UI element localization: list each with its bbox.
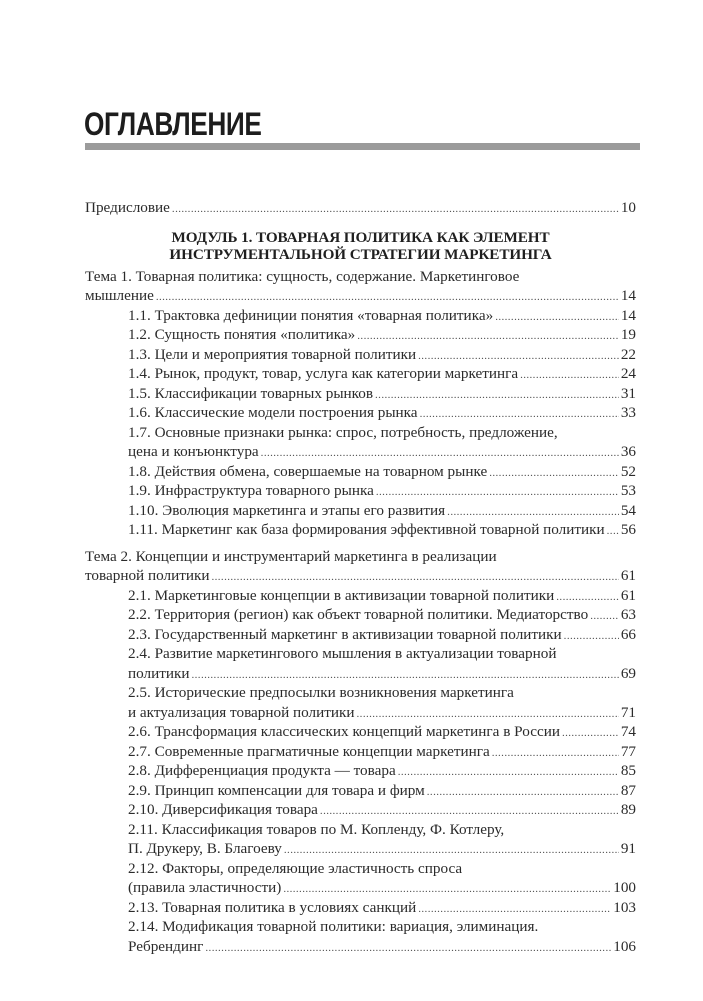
entry-page-number: 100 [613, 879, 636, 896]
dot-leader [398, 763, 619, 783]
entry-title-line-2: товарной политики [85, 567, 210, 584]
toc-entry-2-8[interactable] [85, 761, 636, 781]
entry-title: Предисловие [85, 199, 170, 216]
entry-title: 1.1. Трактовка дефиниции понятия «товарная политика» [128, 306, 494, 324]
entry-page-number: 66 [620, 625, 636, 643]
entry-title-line-2: (правила эластичности) [128, 879, 282, 896]
entry-title: 1.5. Классификации товарных рынков [128, 384, 374, 402]
entry-page-number: 89 [620, 801, 636, 818]
entry-page-number: 19 [620, 326, 636, 343]
dot-leader [520, 366, 619, 386]
entry-page-number: 91 [620, 840, 636, 857]
toc-entry-2-5[interactable] [85, 683, 636, 722]
entry-page-number: 54 [620, 501, 636, 519]
toc-entry-2-12[interactable] [85, 859, 636, 898]
entry-title-line-1: 2.5. Исторические предпосылки возникновения маркетинга [128, 684, 514, 701]
toc-entry-2-2[interactable] [85, 605, 636, 625]
toc-entry-2-11[interactable] [85, 820, 636, 859]
toc-entry-1-9[interactable] [85, 481, 636, 501]
toc-entry-1-8[interactable] [85, 462, 636, 482]
entry-title: 1.2. Сущность понятия «политика» [128, 326, 356, 343]
toc-entry-1-3[interactable] [85, 345, 636, 365]
dot-leader [172, 200, 619, 220]
table-of-contents [85, 198, 636, 956]
dot-leader [427, 783, 619, 803]
toc-entry-2-10[interactable] [85, 800, 636, 820]
entry-page-number: 61 [620, 567, 636, 584]
dot-leader [320, 802, 619, 822]
entry-page-number: 14 [620, 306, 636, 324]
toc-entry-2-3[interactable] [85, 625, 636, 645]
entry-title: 2.7. Современные прагматичные концепции маркетинга [128, 742, 490, 760]
toc-entry-2-13[interactable] [85, 898, 636, 918]
module-heading-line-1: МОДУЛЬ 1. ТОВАРНАЯ ПОЛИТИКА КАК ЭЛЕМЕНТ [171, 228, 550, 246]
entry-title: 1.3. Цели и мероприятия товарной политики [128, 345, 417, 363]
toc-entry-topic-1[interactable] [85, 267, 636, 306]
entry-title: 1.4. Рынок, продукт, товар, услуга как категории маркетинга [128, 365, 519, 382]
entry-title-line-1: Тема 2. Концепции и инструментарий маркетинга в реализации [85, 547, 497, 565]
dot-leader [205, 939, 611, 959]
section-gap [85, 540, 636, 547]
toc-entry-1-5[interactable] [85, 384, 636, 404]
entry-title-line-2: П. Друкеру, В. Благоеву [128, 840, 282, 857]
entry-page-number: 22 [620, 345, 636, 363]
toc-entry-2-4[interactable] [85, 644, 636, 683]
entry-title: 1.10. Эволюция маркетинга и этапы его развития [128, 501, 446, 519]
toc-entry-1-11[interactable] [85, 520, 636, 540]
entry-page-number: 33 [620, 404, 636, 421]
toc-entry-1-4[interactable] [85, 364, 636, 384]
entry-page-number: 63 [620, 606, 636, 623]
entry-page-number: 103 [613, 898, 636, 916]
dot-leader [492, 744, 619, 764]
dot-leader [607, 522, 619, 542]
title-underline-bar [85, 143, 640, 150]
dot-leader [489, 464, 619, 484]
entry-page-number: 71 [620, 703, 636, 721]
entry-page-number: 106 [613, 937, 636, 955]
entry-title-line-2: мышление [85, 287, 154, 304]
toc-entry-2-1[interactable] [85, 586, 636, 606]
dot-leader [284, 841, 619, 861]
entry-page-number: 10 [620, 199, 636, 216]
entry-page-number: 87 [620, 781, 636, 799]
entry-title: 2.3. Государственный маркетинг в активизации товарной политики [128, 625, 562, 643]
entry-page-number: 52 [620, 462, 636, 480]
toc-entry-1-2[interactable] [85, 325, 636, 345]
entry-title-line-1: 2.12. Факторы, определяющие эластичность спроса [128, 859, 463, 877]
toc-entry-2-7[interactable] [85, 742, 636, 762]
entry-page-number: 77 [620, 742, 636, 760]
module-heading-line-2: ИНСТРУМЕНТАЛЬНОЙ СТРАТЕГИИ МАРКЕТИНГА [169, 246, 552, 263]
entry-page-number: 61 [620, 586, 636, 604]
toc-entry-1-6[interactable] [85, 403, 636, 423]
entry-title-line-1: 2.11. Классификация товаров по М. Копленду, Ф. Котлеру, [128, 820, 505, 838]
dot-leader [564, 627, 619, 647]
toc-entry-preface[interactable] [85, 198, 636, 218]
entry-title-line-2: Ребрендинг [128, 937, 204, 955]
entry-title: 1.9. Инфраструктура товарного рынка [128, 482, 374, 499]
toc-entry-1-1[interactable] [85, 306, 636, 326]
entry-page-number: 53 [620, 482, 636, 499]
entry-page-number: 56 [620, 521, 636, 538]
entry-page-number: 36 [620, 443, 636, 460]
entry-page-number: 31 [620, 384, 636, 402]
entry-page-number: 69 [620, 664, 636, 682]
entry-title-line-1: 2.14. Модификация товарной политики: вариация, элиминация. [128, 918, 539, 935]
dot-leader [562, 724, 619, 744]
entry-title-line-1: 1.7. Основные признаки рынка: спрос, потребность, предложение, [128, 423, 558, 441]
entry-page-number: 74 [620, 723, 636, 740]
entry-title: 2.1. Маркетинговые концепции в активизации товарной политики [128, 586, 555, 604]
entry-page-number: 14 [620, 287, 636, 304]
toc-entry-1-10[interactable] [85, 501, 636, 521]
dot-leader [420, 405, 619, 425]
entry-title: 2.8. Дифференциация продукта — товара [128, 762, 396, 779]
dot-leader [495, 308, 619, 328]
entry-title: 1.6. Классические модели построения рынка [128, 404, 418, 421]
entry-title: 1.8. Действия обмена, совершаемые на товарном рынке [128, 462, 488, 480]
toc-entry-2-6[interactable] [85, 722, 636, 742]
toc-entry-topic-2[interactable] [85, 547, 636, 586]
entry-page-number: 85 [620, 762, 636, 779]
entry-title-line-1: 2.4. Развитие маркетингового мышления в актуализации товарной [128, 645, 557, 662]
dot-leader [590, 607, 619, 627]
page-title: ОГЛАВЛЕНИЕ [84, 106, 262, 142]
module-heading [85, 229, 636, 264]
entry-title-line-2: цена и конъюнктура [128, 443, 259, 460]
entry-title: 2.10. Диверсификация товара [128, 801, 318, 818]
entry-page-number: 24 [620, 365, 636, 382]
entry-title-line-2: и актуализация товарной политики [128, 703, 355, 721]
entry-title: 2.13. Товарная политика в условиях санкций [128, 898, 417, 916]
entry-title: 2.6. Трансформация классических концепций маркетинга в России [128, 723, 560, 740]
toc-entry-1-7[interactable] [85, 423, 636, 462]
toc-entry-2-14[interactable] [85, 917, 636, 956]
entry-title: 2.9. Принцип компенсации для товара и фирм [128, 781, 425, 799]
entry-title: 2.2. Территория (регион) как объект товарной политики. Медиаторство [128, 606, 589, 623]
entry-title: 1.11. Маркетинг как база формирования эффективной товарной политики [128, 521, 605, 538]
toc-entry-2-9[interactable] [85, 781, 636, 801]
entry-title-line-2: политики [128, 664, 190, 682]
entry-title-line-1: Тема 1. Товарная политика: сущность, содержание. Маркетинговое [85, 267, 520, 285]
